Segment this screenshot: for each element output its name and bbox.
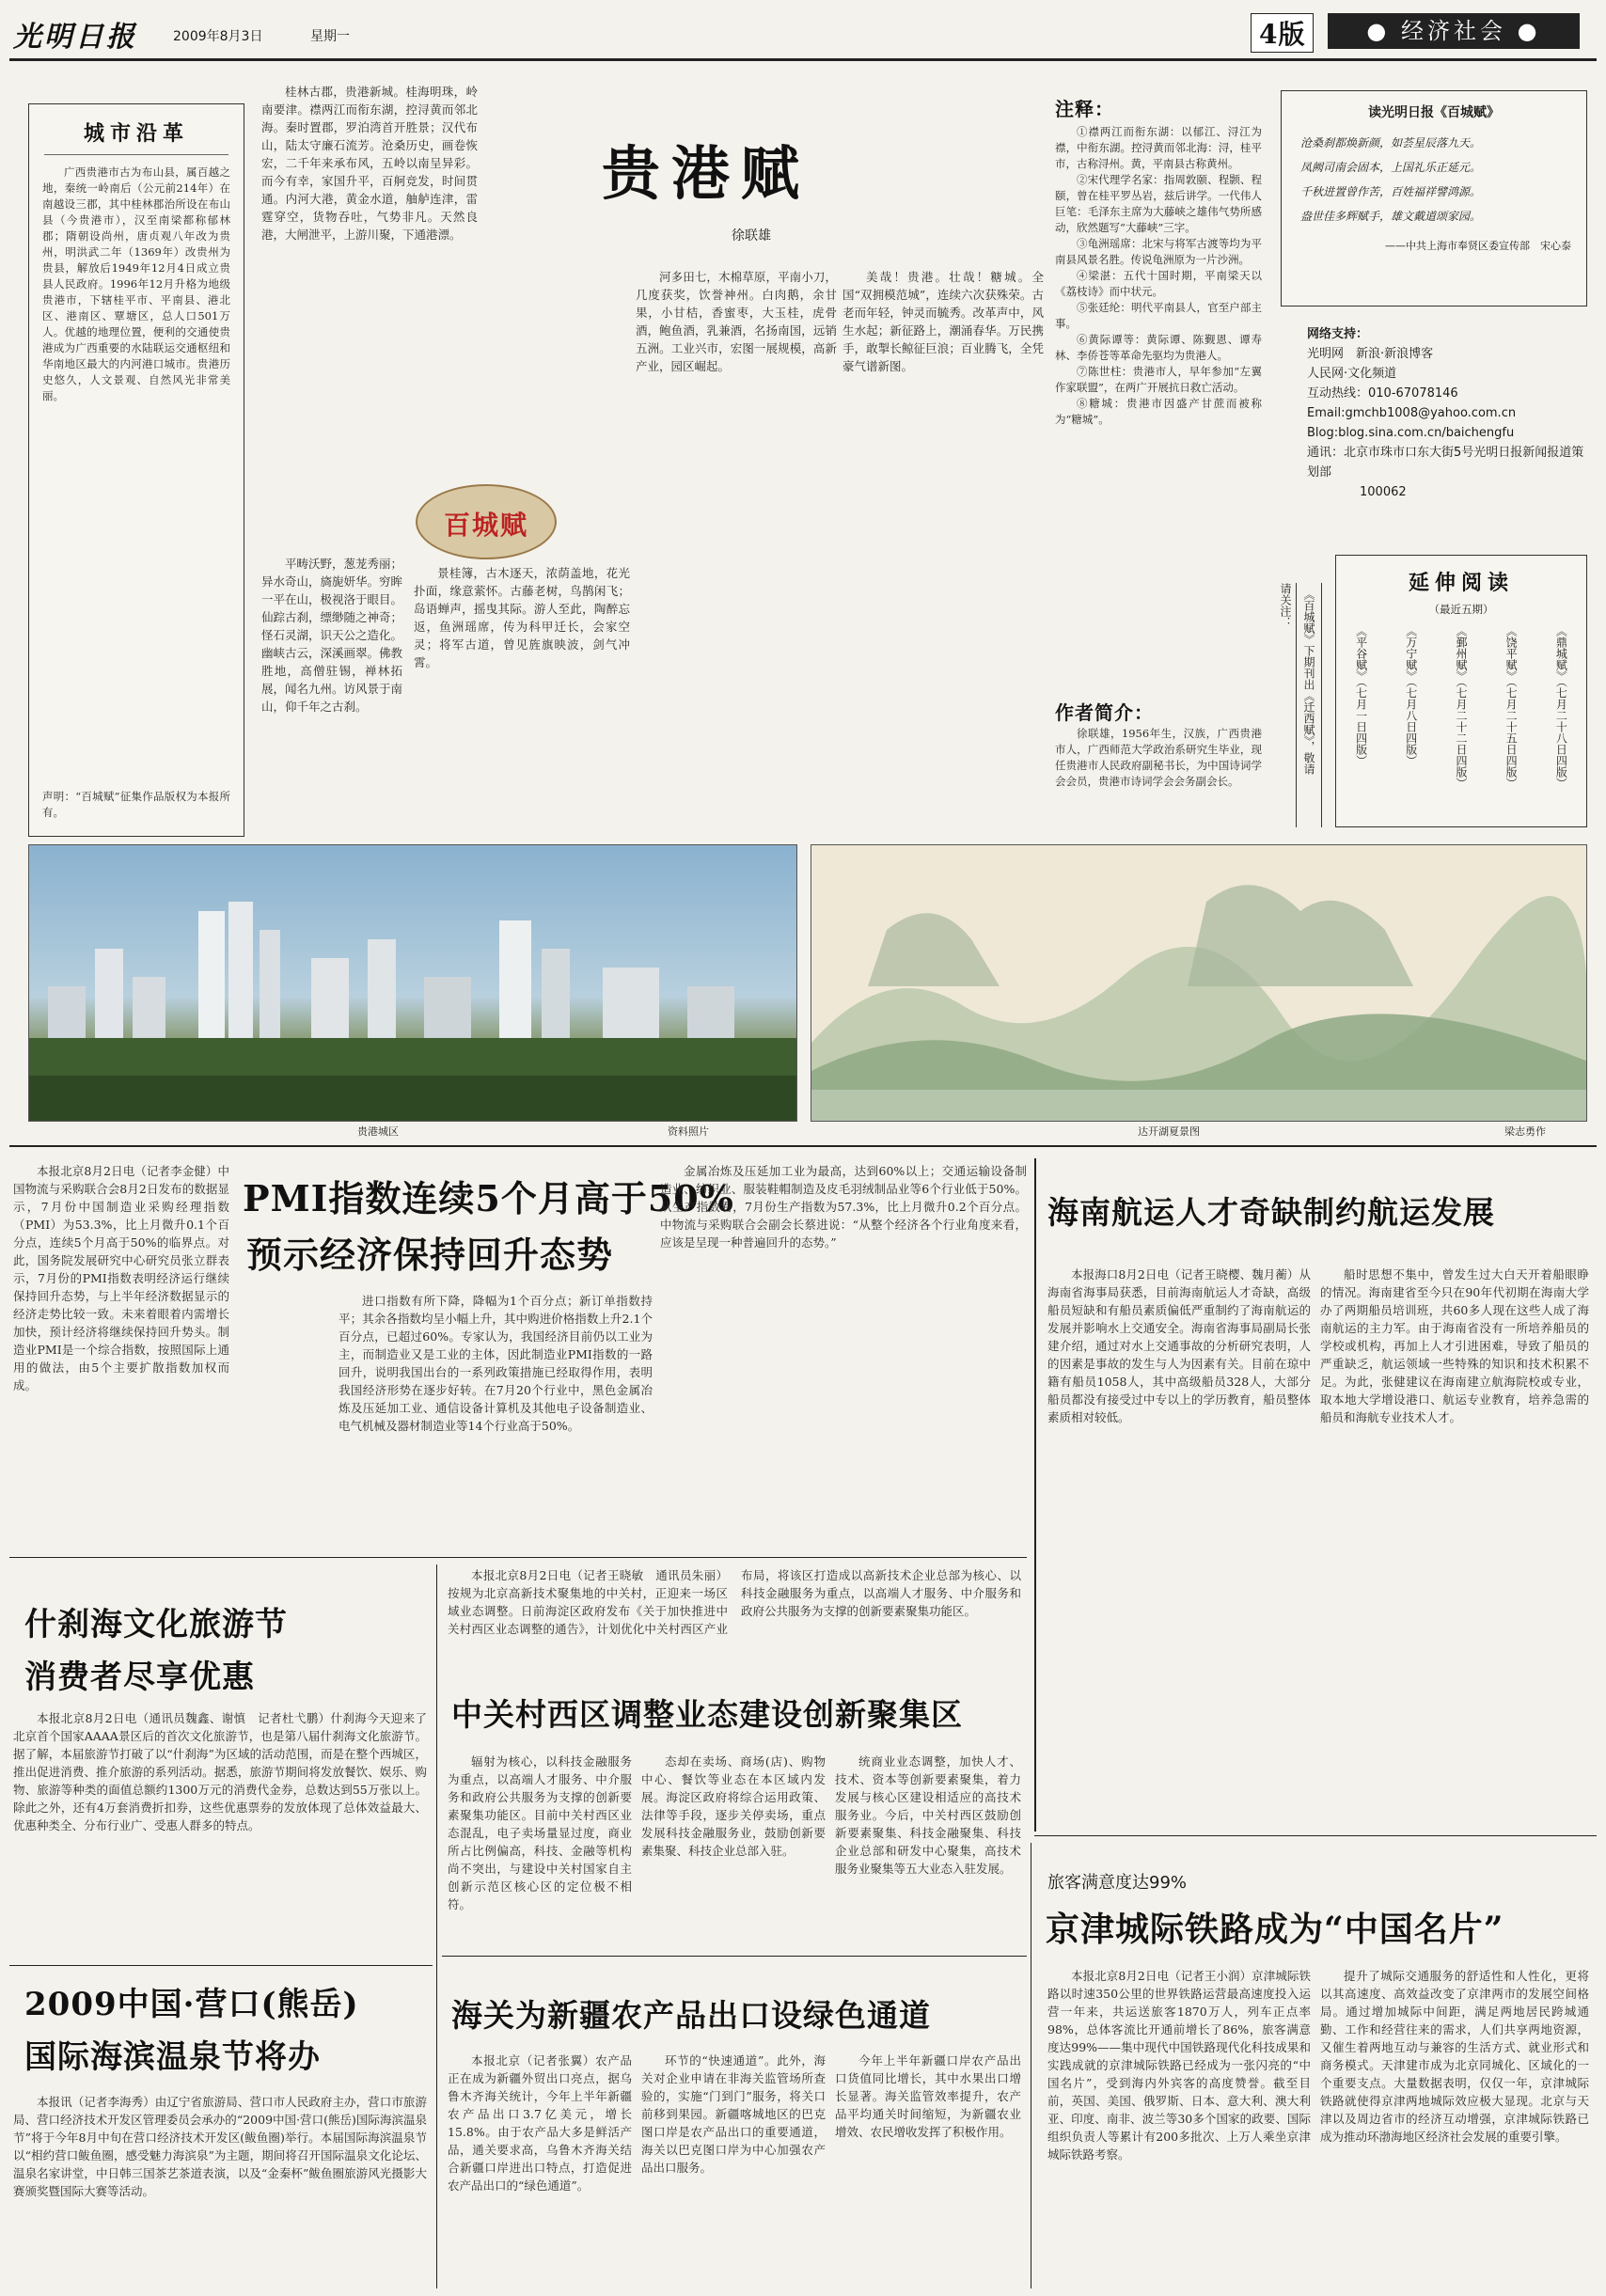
jingjin-col2-text: 提升了城际交通服务的舒适性和人性化，更将以其高速度、高效益改变了京津两市的发展空间格局。通过增加城际中间距，满足两地居民跨城通勤、工作和经营往来的需求，人们共享两地资源，又催生着两地互动与兼容的生活方式、就业形式和商务模式。天津建市成为北京同城化、区域化的一个重要支点。大量数据表明，仅仅一年，京津城际铁路就使得京津两地城际效应极大显现。北京与天津以及周边省市的经济互动增强，京津城际铁路已成为推动环渤海地区经济社会发展的重要引擎。 <box>1320 1969 1589 2144</box>
pmi-col3 <box>660 1162 1027 1549</box>
address-line <box>1307 443 1589 482</box>
hainan-col2 <box>1320 1266 1589 1828</box>
note-item: ④梁湛：五代十国时期，平南梁天以《荔枝诗》而中状元。 <box>1055 269 1262 298</box>
zhongguancun-lead-text: 本报北京8月2日电（记者王晓敏 通讯员朱丽）按规为北京高新技术聚集地的中关村，正迎来一场区域业态调整。日前海淀区政府发布《关于加快推进中关村西区业态调整的通告》，计划优化中关村西区产业布局，将该区打造成以高新技术企业总部为核心、以科技金融服务为重点，以高端人才服务、中介服务和政府公共服务为支撑的创新要素聚集功能区。 <box>448 1568 1021 1636</box>
extended-reading-item[interactable]: 《饶平赋》（七月二十五日四版） <box>1504 625 1519 789</box>
jingjin-col2 <box>1320 1967 1589 2287</box>
shichahai-headline-1: 什刹海文化旅游节 <box>24 1606 288 1643</box>
note-item: ②宋代理学名家：指周敦颐、程颢、程颐，曾在桂平罗丛岩，兹后讲学。一代伟人巨笔：毛泽东主席为大藤峡之雄伟气势所感动，欣然题写“大藤峡”三字。 <box>1055 173 1262 234</box>
hainan-headline: 海南航运人才奇缺制约航运发展 <box>1047 1194 1495 1231</box>
history-body <box>29 155 244 738</box>
main-article-col2-text: 平畴沃野，葱茏秀丽；异水奇山，旖旎妍华。穷眸一平在山，极视洛于眼目。仙踪古刹，缥缈随之神奇；怪石灵湖，识天公之造化。幽峡古云，深溪画翠。佛教胜地，高僧驻锡，禅林拓展，闻名九州。访风景于南山，仰千年之古刹。 <box>261 557 402 714</box>
endorsement-line: 千秋进置曾作苦，百姓福祥譬鸿源。 <box>1300 185 1482 198</box>
zhongguancun-col1 <box>448 1753 632 1944</box>
xinjiang-headline: 海关为新疆农产品出口设绿色通道 <box>451 1997 931 2034</box>
yingkou-headline-1: 2009中国·营口(熊岳) <box>24 1986 359 2023</box>
page-number: 4版 <box>1251 13 1314 53</box>
author-bio-text: 徐联雄，1956年生，汉族，广西贵港市人，广西师范大学政治系研究生毕业，现任贵港市人民政府副秘书长，为中国诗词学会会员，贵港市诗词学会会务副会长。 <box>1055 727 1262 788</box>
xinjiang-col2-text: 环节的“快速通道”。此外，海关对企业申请在非海关监管场所查验的，实施“门到门”服务，将关口前移到果园。新疆喀城地区的巴克图口岸是农产品出口的重要通道，海关以巴克图口岸为中心加强农产品出口服务。 <box>641 2053 826 2175</box>
extended-reading-title: 延伸阅读 <box>1408 571 1514 595</box>
endorsement-line: 凤阙司南会固本，上国礼乐正延元。 <box>1300 161 1482 174</box>
zhongguancun-col3-visible <box>835 1753 1021 1944</box>
pmi-headline-2: 预示经济保持回升态势 <box>246 1234 614 1276</box>
xinjiang-col1 <box>448 2052 632 2287</box>
hainan-col2-text: 船时思想不集中，曾发生过大白天开着船眼睁的情况。海南建省至今只在90年代初期在海南大学办了两期船员培训班，共60多人现在这些人成了海南航运的主力军。由于海南省没有一所培养船员的学校或机构，再加上人才引进困难，导致了船员的严重缺乏，航运领域一些特殊的知识和技术积累不足。为此，张健建议在海南建立航海院校或专业，取本地大学增设港口、航运专业教育，培养急需的船员和海航专业技术人才。 <box>1320 1267 1589 1424</box>
extended-reading-subtitle: （最近五期） <box>1428 603 1494 616</box>
section-dot-icon: ● <box>1517 18 1541 44</box>
pmi-col3-text: 金属冶炼及压延加工业为最高，达到60%以上；交通运输设备制造业、纺织业、服装鞋帽制造及皮毛羽绒制品业等6个行业低于50%。从生产指数看，7月份生产指数为57.3%，比上月微升0.2个百分点。中物流与采购联合会副会长蔡进说：“从整个经济各个行业角度来看，应该是呈现一种普遍回升的态势。” <box>660 1164 1027 1250</box>
landscape-painting <box>811 844 1587 1122</box>
network-partners2: 人民网·文化频道 <box>1307 367 1397 381</box>
main-article-col5 <box>842 268 1044 827</box>
xinjiang-col3 <box>835 2052 1021 2287</box>
shichahai-body <box>13 1709 427 1956</box>
main-article-col4 <box>636 268 837 827</box>
zhongguancun-headline: 中关村西区调整业态建设创新聚集区 <box>451 1696 963 1733</box>
section-dot-icon: ● <box>1366 18 1391 44</box>
pmi-col2-text: 进口指数有所下降，降幅为1个百分点；新订单指数持平；其余各指数均呈小幅上升，其中购进价格指数上升2.1个百分点，已超过60%。专家认为，我国经济目前仍以工业为主，而制造业又是工业的主体，因此制造业PMI指数的一路回升，说明我国出台的一系列政策措施已经取得作用，表明我国经济形势在逐步好转。在7月20个行业中，黑色金属冶炼及压延加工业、通信设备计算机及其他电子设备制造业、电气机械及器材制造业等14个行业高于50%。 <box>339 1294 653 1433</box>
xinjiang-col3-text: 今年上半年新疆口岸农产品出口货值同比增长，其中水果出口增长显著。海关监管效率提升，农产品平均通关时间缩短，为新疆农业增效、农民增收发挥了积极作用。 <box>835 2053 1021 2139</box>
city-photo-credit: 资料照片 <box>668 1125 709 1138</box>
shichahai-headline-2: 消费者尽享优惠 <box>24 1659 255 1696</box>
city-photo-caption: 贵港城区 <box>357 1125 399 1138</box>
endorsement-title: 读光明日报《百城赋》 <box>1368 105 1500 120</box>
history-box <box>28 103 244 837</box>
extended-reading-item[interactable]: 《万宁赋》（七月八日四版） <box>1404 625 1418 766</box>
endorsement-line: 盎世佳多辉赋手，雄文戴道颂家园。 <box>1300 210 1482 223</box>
zhongguancun-lead <box>448 1566 1021 1672</box>
postcode: 100062 <box>1360 485 1407 499</box>
landscape-painting-image <box>811 845 1587 1122</box>
endorsement-lines <box>1282 121 1586 238</box>
network-support <box>1307 324 1589 502</box>
main-article-col2 <box>261 555 402 827</box>
masthead-weekday: 星期一 <box>310 29 350 44</box>
city-skyline-image <box>29 845 797 1122</box>
blog: Blog:blog.sina.com.cn/baichengfu <box>1307 426 1515 440</box>
author-bio <box>1055 726 1262 829</box>
endorsement-box <box>1281 90 1587 307</box>
xinjiang-col1-text: 本报北京（记者张翼）农产品正在成为新疆外贸出口亮点，据乌鲁木齐海关统计，今年上半年新疆农产品出口3.7亿美元，增长15.8%。由于农产品大多是鲜活产品，通关要求高，乌鲁木齐海关结合新疆口岸进出口特点，打造促进农产品出口的“绿色通道”。 <box>448 2053 632 2193</box>
hainan-col1 <box>1047 1266 1311 1828</box>
xinjiang-col2 <box>641 2052 826 2287</box>
note-item: ⑧糖城：贵港市因盛产甘蔗而被称为“糖城”。 <box>1055 397 1262 426</box>
note-item: ⑤张廷纶：明代平南县人，官至户部主事。 <box>1055 301 1262 330</box>
yingkou-headline-2: 国际海滨温泉节将办 <box>24 2038 321 2076</box>
pmi-col1-text: 本报北京8月2日电（记者李金健）中国物流与采购联合会8月2日发布的数据显示，7月份中国制造业采购经理指数（PMI）为53.3%，比上月微升0.1个百分点，连续5个月高于50%的临界点。对此，国务院发展研究中心研究员张立群表示，7月份的PMI指数表明经济运行继续保持回升态势，与上半年经济数据显示的经济走势比较一致。未来着眼着内需增长加快，预计经济将继续保持回升势头。制造业PMI是一个综合指数，按照国际上通用的做法，由5个主要扩散指数加权而成。 <box>13 1164 229 1392</box>
note-item: ⑥黄际谭等：黄际谭、陈觐恩、谭寿林、李侨苍等革命先驱均为贵港人。 <box>1055 333 1262 362</box>
shichahai-bottom-rule <box>9 1965 433 1966</box>
pmi-col1 <box>13 1162 229 1549</box>
main-article-author: 徐联雄 <box>732 228 771 244</box>
hainan-rule-top <box>1034 1158 1036 1832</box>
masthead-logo: 光明日报 <box>13 21 137 54</box>
address: 北京市珠市口东大街5号光明日报新闻报道策划部 <box>1307 446 1584 480</box>
yingkou-body <box>13 2093 427 2287</box>
extended-reading-item[interactable]: 《平谷赋》（七月一日四版） <box>1354 625 1368 766</box>
extended-reading-list <box>1336 625 1586 823</box>
network-support-title: 网络支持： <box>1307 327 1369 341</box>
baichengfu-stamp-text: 百城赋 <box>443 510 528 541</box>
email: Email:gmchb1008@yahoo.com.cn <box>1307 406 1517 420</box>
pmi-col2 <box>339 1292 653 1549</box>
section-name: 经济社会 <box>1401 18 1506 44</box>
main-article-col4-text: 河多田七，木棉草原，平南小刀，几度获奖，饮誉神州。白肉鹅，余甘果，小甘桔，香蜜枣，大玉桂，虎骨酒，鲍鱼酒，乳兼酒，名扬南国，远销五洲。工业兴市，宏图一展规模，高新产业，园区崛起。 <box>636 270 837 373</box>
main-article-col3-text: 景桂簿，古木逐天，浓荫盖地，花光扑面，缘意萦怀。古藤老树，鸟鹊闲飞；岛语蝉声，摇曳其际。游人至此，陶醉忘返，鱼洲瑶席，传为科甲迁长，会家空灵；将军古道，曾见旌旗映波，剑气冲霄。 <box>414 566 630 669</box>
main-article-title: 贵港赋 <box>602 139 811 208</box>
hainan-bottom-rule <box>1034 1835 1597 1836</box>
schedule-vertical: 《百城赋》下期刊出《迁西赋》，敬请 <box>1296 583 1322 827</box>
main-article-col1-text: 桂林古郡，贵港新城。桂海明珠，岭南要津。襟两江而衔东湖，控浔黄而邻北海。秦时置郡，罗泊湾首开胜景；汉代布山，陆太守廉石流芳。沧桑历史，画卷恢宏，二千年来承布风，五岭以南呈异彩。而今有幸，家国升平，百舸竞发，时间贯通。内河大港，黄金水道，舳舻连津，雷霆穿空，货物吞吐，气势非凡。天然良港，大闸泄平，上游川聚，下通港漂。 <box>261 85 478 242</box>
extended-reading-item[interactable]: 《鄞州赋》（七月二十二日四版） <box>1454 625 1468 789</box>
pmi-bottom-rule <box>9 1557 1027 1558</box>
extended-reading-box <box>1335 555 1587 827</box>
history-title: 城市沿革 <box>44 104 228 155</box>
history-text: 广西贵港市古为布山县，属百越之地，秦统一岭南后（公元前214年）在南越设三郡，其中桂林郡治所设在布山县（今贵港市），汉至南梁都称郁林郡；隋朝设尚州，唐贞观八年改为贵州，明洪武二年（1369年）改贵州为贵县，解放后1949年12月4日成立贵县人民政府。1996年12月升格为地级贵港市，下辖桂平市、平南县、港北区、港南区、覃塘区，总人口501万人。优越的地理位置，便利的交通使贵港成为广西重要的水陆联运交通枢纽和华南地区最大的内河港口城市。贵港历史悠久，人文景观、自然风光非常美丽。 <box>42 165 230 402</box>
extended-reading-item[interactable]: 《鼎城赋》（七月二十八日四版） <box>1554 625 1568 789</box>
pmi-headline-1: PMI指数连续5个月高于50% <box>243 1177 734 1219</box>
section-rule <box>9 1145 1597 1147</box>
endorsement-line: 沧桑刹都焕新颜，如荟星辰落九天。 <box>1300 136 1482 149</box>
address-label: 通讯： <box>1307 446 1345 460</box>
notes-list <box>1055 124 1262 698</box>
zhongguancun-bottom-rule <box>442 1956 1027 1957</box>
zhongguancun-col2-text: 态却在卖场、商场(店)、购物中心、餐饮等业态在本区域内发展。海淀区政府将综合运用政策、法律等手段，逐步关停卖场，重点发展科技金融服务业，鼓励创新要素集聚、科技企业总部入驻。 <box>641 1754 826 1858</box>
main-article-col3 <box>414 564 630 827</box>
shichahai-text: 本报北京8月2日电（通讯员魏鑫、谢慎 记者杜弋鹏）什刹海今天迎来了北京首个国家AAAA景区后的首次文化旅游节，也是第八届什刹海文化旅游节。据了解，本届旅游节打破了以“什刹海”为区域的活动范围，而是在整个西城区，推出促进消费、推介旅游的系列活动。据悉，旅游节期间将发放餐饮、娱乐、购物、旅游等种类的面值总额约1300万元的消费代金券，总数达到55万张以上。除此之外，还有4万套消费折扣券，这些优惠票券的发放体现了总体效益最大、优惠种类全、分布行业广、受惠人群多的特点。 <box>13 1711 427 1832</box>
main-article-col1 <box>261 83 478 478</box>
masthead-date: 2009年8月3日 <box>173 29 263 44</box>
zhongguancun-col3-vtext: 统商业业态调整，加快人才、技术、资本等创新要素聚集，着力发展与核心区建设相适应的高技术服务业。今后，中关村西区鼓励创新要素聚集、科技金融聚集、科技企业总部和研发中心聚集，高技术服务业聚集等五大业态入驻发展。 <box>835 1754 1021 1876</box>
endorsement-signature: ——中共上海市奉贤区委宣传部 宋心泰 <box>1385 240 1571 252</box>
zhongguancun-col1-text: 辐射为核心，以科技金融服务为重点，以高端人才服务、中介服务和政府公共服务为支撑的创新要素聚集功能区。目前中关村西区业态混乱，电子卖场量显过度，商业所占比例偏高，科技、金融等机构尚不突出，与建设中关村国家自主创新示范区核心区的定位极不相符。 <box>448 1754 632 1911</box>
note-item: ①襟两江而衔东湖：以郁江、浔江为襟，中衔东湖。控浔黄而邻北海：浔，桂平市，古称浔州。黄，平南县古称黄州。 <box>1055 125 1262 170</box>
history-note: 声明：“百城赋”征集作品版权为本报所有。 <box>42 790 230 819</box>
jingjin-headline: 京津城际铁路成为“中国名片” <box>1046 1910 1504 1949</box>
baichengfu-stamp <box>416 484 557 559</box>
painting-caption: 达开湖夏景图 <box>1138 1125 1200 1138</box>
jingjin-kicker: 旅客满意度达99% <box>1047 1873 1188 1893</box>
masthead-rule <box>9 58 1597 61</box>
please-watch: 请关注： <box>1279 583 1292 628</box>
jingjin-col1-text: 本报北京8月2日电（记者王小润）京津城际铁路以时速350公里的世界铁路运营最高速度投入运营一年来，共运送旅客1870万人，列车正点率98%，总体客流比开通前增长了86%，旅客满意度达99%——集中现代中国铁路现代化科技成果和实践成就的京津城际铁路已经成为一张闪亮的“中国名片”，受到海内外宾客的高度赞誉。截至目前，英国、美国、俄罗斯、日本、意大利、澳大利亚、印度、南非、波兰等30多个国家的政要、国际组织负责人等累计有200多批次、上万人乘坐京津城际铁路考察。 <box>1047 1969 1311 2162</box>
network-partners: 光明网 新浪·新浪博客 <box>1307 347 1434 361</box>
jingjin-col1 <box>1047 1967 1311 2287</box>
author-bio-heading: 作者简介： <box>1055 701 1154 724</box>
hotline: 互动热线：010-67078146 <box>1307 386 1458 401</box>
city-photo <box>28 844 797 1122</box>
painting-credit: 梁志勇作 <box>1504 1125 1546 1138</box>
left-column-rule <box>436 1565 437 2288</box>
main-article-col5-text: 美哉！贵港。壮哉！糖城。全国“双拥模范城”，连续六次获殊荣。古老而年轻，钟灵而毓秀。改革声中，风生水起；新征路上，潮涌春华。万民携手，敢掣长鲸征巨浪；百业腾飞，全凭豪气谱新图。 <box>842 270 1044 373</box>
section-badge <box>1328 13 1580 49</box>
note-item: ⑦陈世柱：贵港市人，早年参加“左翼作家联盟”，在两广开展抗日救亡活动。 <box>1055 365 1262 394</box>
masthead <box>0 0 1606 60</box>
notes-heading: 注释： <box>1055 98 1114 120</box>
hainan-col1-text: 本报海口8月2日电（记者王晓樱、魏月蘅）从海南省海事局获悉，目前海南航运人才奇缺，高级船员短缺和有船员素质偏低严重制约了海南航运的发展并影响水上交通安全。海南省海事局副局长张建介绍，通过对水上交通事故的分析研究表明，人的因素是事故的发生与人为因素有关。目前在琼中籍有船员1058人，其中高级船员328人，大部分船员都没有接受过中专以上的学历教育，船员整体素质相对较低。 <box>1047 1267 1311 1424</box>
zhongguancun-col2 <box>641 1753 826 1944</box>
note-item: ③龟洲瑶席：北宋与将军古渡等均为平南县风景名胜。传说龟洲原为一片沙洲。 <box>1055 237 1262 266</box>
yingkou-text: 本报讯（记者李海秀）由辽宁省旅游局、营口市人民政府主办，营口市旅游局、营口经济技术开发区管理委员会承办的“2009中国·营口(熊岳)国际海滨温泉节”将于今年8月中旬在营口经济技术开发区(鲅鱼圈)举行。本届国际海滨温泉节以“相约营口鲅鱼圈，感受魅力海滨泉”为主题，期间将召开国际温泉文化论坛、温泉名家讲堂，中日韩三国茶艺茶道表演，以及“金秦杯”鲅鱼圈旅游风光摄影大赛颁奖暨国际大赛等活动。 <box>13 2095 427 2198</box>
